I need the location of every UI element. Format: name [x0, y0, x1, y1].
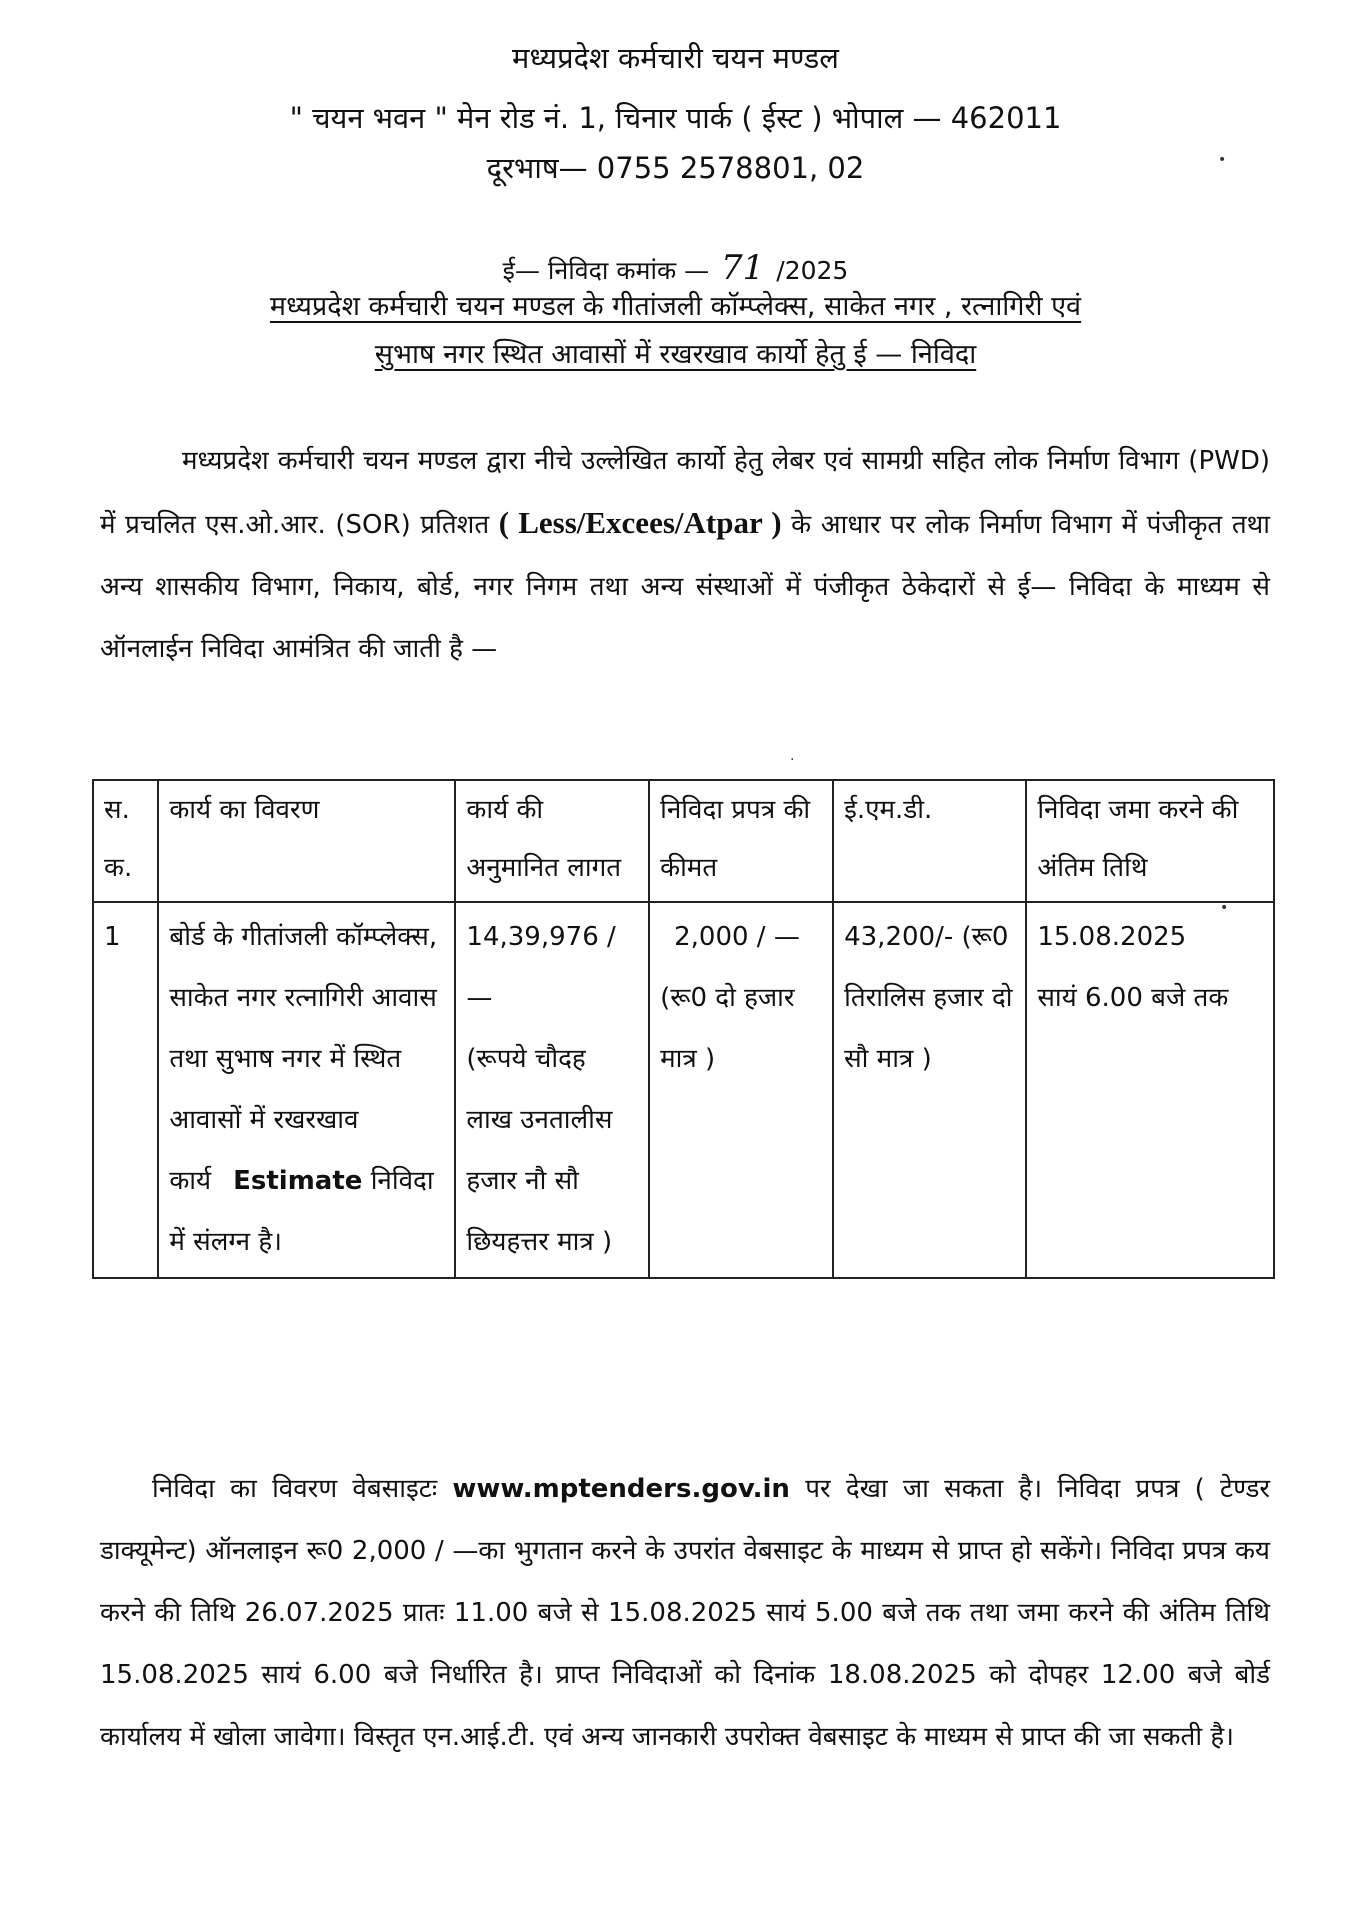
stray-dot: · — [790, 752, 795, 768]
tender-subject — [0, 283, 1351, 379]
details-paragraph — [100, 1458, 1270, 1768]
header-desc: कार्य का विवरण — [158, 780, 455, 902]
form-price-figure: 2,000 / — — [674, 922, 800, 952]
desc-text: बोर्ड के गीतांजली कॉम्प्लेक्स, साकेत नगर रत्नागिरी आवास तथा सुभाष नगर में स्थित आवासों में रखरखाव कार्य — [169, 922, 438, 1196]
last-time: सायं 6.00 बजे तक — [1037, 983, 1229, 1013]
tender-ref-prefix: ई— निविदा कमांक — — [502, 256, 710, 285]
cell-emd: 43,200/- (रू0 तिरालिस हजार दो सौ मात्र ) — [833, 902, 1026, 1278]
cell-last-date — [1026, 902, 1274, 1278]
tender-table — [92, 779, 1275, 1279]
cell-form-price — [649, 902, 833, 1278]
header-last-date: निविदा जमा करने की अंतिम तिथि — [1026, 780, 1274, 902]
org-name: मध्यप्रदेश कर्मचारी चयन मण्डल — [512, 41, 839, 75]
subject-line-2: सुभाष नगर स्थित आवासों में रखरखाव कार्यो हेतु ई — निविदा — [374, 339, 977, 370]
table-row — [93, 902, 1274, 1278]
cost-words: (रूपये चौदह लाख उनतालीस हजार नौ सौ छियहत्तर मात्र ) — [466, 1044, 613, 1257]
stray-dot: • — [1220, 900, 1229, 916]
header-form-price: निविदा प्रपत्र की कीमत — [649, 780, 833, 902]
desc-end: निविदा में संलग्न है। — [169, 1166, 434, 1257]
last-date: 15.08.2025 — [1037, 922, 1187, 952]
stray-dot: • — [1218, 152, 1227, 168]
cost-figure: 14,39,976 / — — [466, 922, 616, 1013]
intro-highlight: ( Less/Excees/Atpar ) — [498, 505, 782, 540]
intro-text-2: के आधार पर लोक निर्माण विभाग में पंजीकृत तथा अन्य शासकीय विभाग, निकाय, बोर्ड, नगर निगम तथा अन्य संस्थाओं में पंजीकृत ठेकेदारों से ई— निविदा के माध्यम से ऑनलाईन निविदा आमंत्रित की जाती है — — [100, 510, 1270, 664]
org-address: " चयन भवन " मेन रोड नं. 1, चिनार पार्क ( ईस्ट ) भोपाल — 462011 — [289, 101, 1062, 135]
intro-paragraph — [100, 430, 1270, 680]
subject-line-1: मध्यप्रदेश कर्मचारी चयन मण्डल के गीतांजली कॉम्प्लेक्स, साकेत नगर , रत्नागिरी एवं — [269, 291, 1082, 322]
cell-cost — [455, 902, 649, 1278]
tender-ref-year: /2025 — [776, 256, 849, 285]
tender-reference — [0, 248, 1351, 288]
header-emd: ई.एम.डी. — [833, 780, 1026, 902]
tender-website-link[interactable]: www.mptenders.gov.in — [452, 1474, 790, 1504]
org-phone: दूरभाष— 0755 2578801, 02 — [486, 151, 865, 185]
cell-desc — [158, 902, 455, 1278]
details-text-2: पर देखा जा सकता है। निविदा प्रपत्र ( टेण्डर डाक्यूमेन्ट) ऑनलाइन रू0 2,000 / —का भुगतान करने के उपरांत वेबसाइट के माध्यम से प्राप्त हो सकेंगे। निविदा प्रपत्र कय करने की तिथि 26.07.2025 प्रातः 11.00 बजे से 15.08.2025 सायं 5.00 बजे तक तथा जमा करने की अंतिम तिथि 15.08.2025 सायं 6.00 बजे निर्धारित है। प्राप्त निविदाओं को दिनांक 18.08.2025 को दोपहर 12.00 बजे बोर्ड कार्यालय में खोला जावेगा। विस्तृत एन.आई.टी. एवं अन्य जानकारी उपरोक्त वेबसाइट के माध्यम से प्राप्त की जा सकती है। — [100, 1474, 1271, 1752]
intro-text-1: मध्यप्रदेश कर्मचारी चयन मण्डल द्वारा नीचे उल्लेखित कार्यो हेतु लेबर एवं सामग्री सहित लोक निर्माण विभाग (PWD) में प्रचलित एस.ओ.आर. (SOR) प्रतिशत — [100, 446, 1270, 540]
header-sno: स. क. — [93, 780, 158, 902]
table-header-row — [93, 780, 1274, 902]
details-text-1: निविदा का विवरण वेबसाइटः — [152, 1474, 438, 1504]
cell-sno: 1 — [93, 902, 158, 1278]
form-price-words: (रू0 दो हजार मात्र ) — [660, 983, 795, 1074]
tender-ref-number: 71 — [721, 248, 765, 288]
header-cost: कार्य की अनुमानित लागत — [455, 780, 649, 902]
desc-estimate: Estimate — [233, 1166, 363, 1196]
